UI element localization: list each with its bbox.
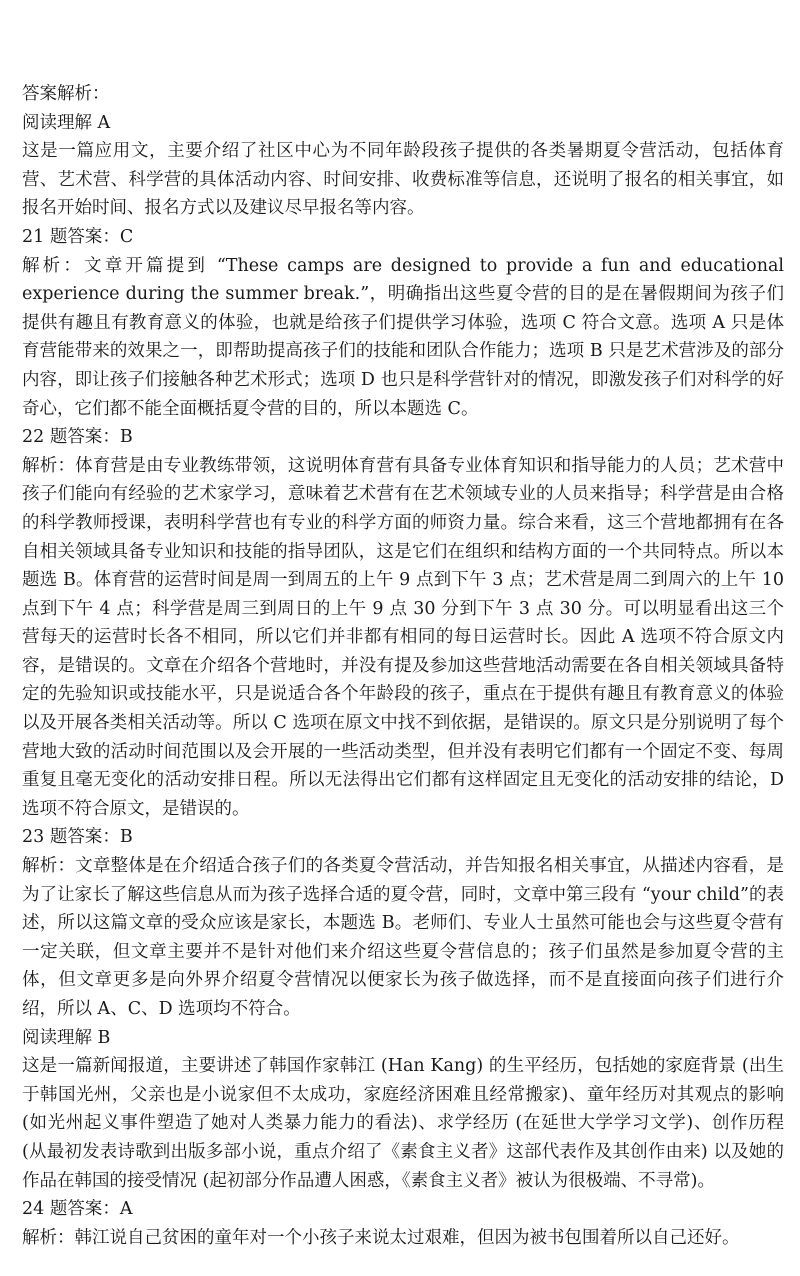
section-intro: 这是一篇应用文，主要介绍了社区中心为不同年龄段孩子提供的各类暑期夏令营活动，包括体育营、艺术营、科学营的具体活动内容、时间安排、收费标准等信息，还说明了报名的相关事宜，如报名开始时间、报名方式以及建议尽早报名等内容。	[22, 141, 784, 219]
question-analysis: 解析：体育营是由专业教练带领，这说明体育营有具备专业体育知识和指导能力的人员；艺术营中孩子们能向有经验的艺术家学习，意味着艺术营有在艺术领域专业的人员来指导；科学营是由合格的科学教师授课，表明科学营也有专业的科学方面的师资力量。综合来看，这三个营地都拥有在各自相关领域具备专业知识和技能的指导团队，这是它们在组织和结构方面的一个共同特点。所以本题选 B。体育营的运营时间是周一到周五的上午 9 点到下午 3 点；艺术营是周二到周六的上午 10 点到下午 4 点；科学营是周三到周日的上午 9 点 30 分到下午 3 点 30 分。可以明显看出这三个营每天的运营时长各不相同，所以它们并非都有相同的每日运营时长。因此 A 选项不符合原文内容，是错误的。文章在介绍各个营地时，并没有提及参加这些营地活动需要在各自相关领域具备特定的先验知识或技能水平，只是说适合各个年龄段的孩子，重点在于提供有趣且有教育意义的体验以及开展各类相关活动等。所以 C 选项在原文中找不到依据，是错误的。原文只是分别说明了每个营地大致的活动时间范围以及会开展的一些活动类型，但并没有表明它们都有一个固定不变、每周重复且毫无变化的活动安排日程。所以无法得出它们都有这样固定且无变化的活动安排的结论，D 选项不符合原文，是错误的。	[22, 455, 784, 819]
document-heading: 答案解析：	[22, 84, 110, 104]
section-reading-b	[22, 1024, 784, 1253]
question-analysis: 解析：韩江说自己贫困的童年对一个小孩子来说太过艰难，但因为被书包围着所以自己还好。	[22, 1227, 740, 1248]
question-analysis: 解析：文章整体是在介绍适合孩子们的各类夏令营活动，并告知报名相关事宜，从描述内容看，是为了让家长了解这些信息从而为孩子选择合适的夏令营，同时，文章中第三段有 “your child”的表述，所以这篇文章的受众应该是家长，本题选 B。老师们、专业人士虽然可能也会与这些夏令营有一定关联，但文章主要并不是针对他们来介绍这些夏令营信息的；孩子们虽然是参加夏令营的主体，但文章更多是向外界介绍夏令营情况以便家长为孩子做选择，而不是直接面向孩子们进行介绍，所以 A、C、D 选项均不符合。	[22, 856, 784, 1019]
question-answer: 22 题答案：B	[22, 427, 133, 448]
question-answer: 23 题答案：B	[22, 827, 133, 848]
question-analysis: 解析：文章开篇提到 “These camps are designed to provide a fun and educational experience during the summer break.”，明确指出这些夏令营的目的是在暑假期间为孩子们提供有趣且有教育意义的体验，也就是给孩子们提供学习体验，选项 C 符合文意。选项 A 只是体育营能带来的效果之一，即帮助提高孩子们的技能和团队合作能力；选项 B 只是艺术营涉及的部分内容，即让孩子们接触各种艺术形式；选项 D 也只是科学营针对的情况，即激发孩子们对科学的好奇心，它们都不能全面概括夏令营的目的，所以本题选 C。	[22, 255, 784, 419]
section-title: 阅读理解 B	[22, 1027, 111, 1048]
section-reading-a	[22, 109, 784, 1024]
answer-analysis-document	[22, 80, 784, 1252]
question-answer: 21 题答案：C	[22, 226, 134, 247]
section-title: 阅读理解 A	[22, 112, 111, 133]
question-answer: 24 题答案：A	[22, 1199, 133, 1220]
section-intro: 这是一篇新闻报道，主要讲述了韩国作家韩江 (Han Kang) 的生平经历，包括她的家庭背景 (出生于韩国光州，父亲也是小说家但不太成功，家庭经济困难且经常搬家)、童年经历对其观点的影响 (如光州起义事件塑造了她对人类暴力能力的看法)、求学经历 (在延世大学学习文学)、创作历程 (从最初发表诗歌到出版多部小说，重点介绍了《素食主义者》这部代表作及其创作由来) 以及她的作品在韩国的接受情况 (起初部分作品遭人困惑，《素食主义者》被认为很极端、不寻常)。	[22, 1056, 784, 1191]
